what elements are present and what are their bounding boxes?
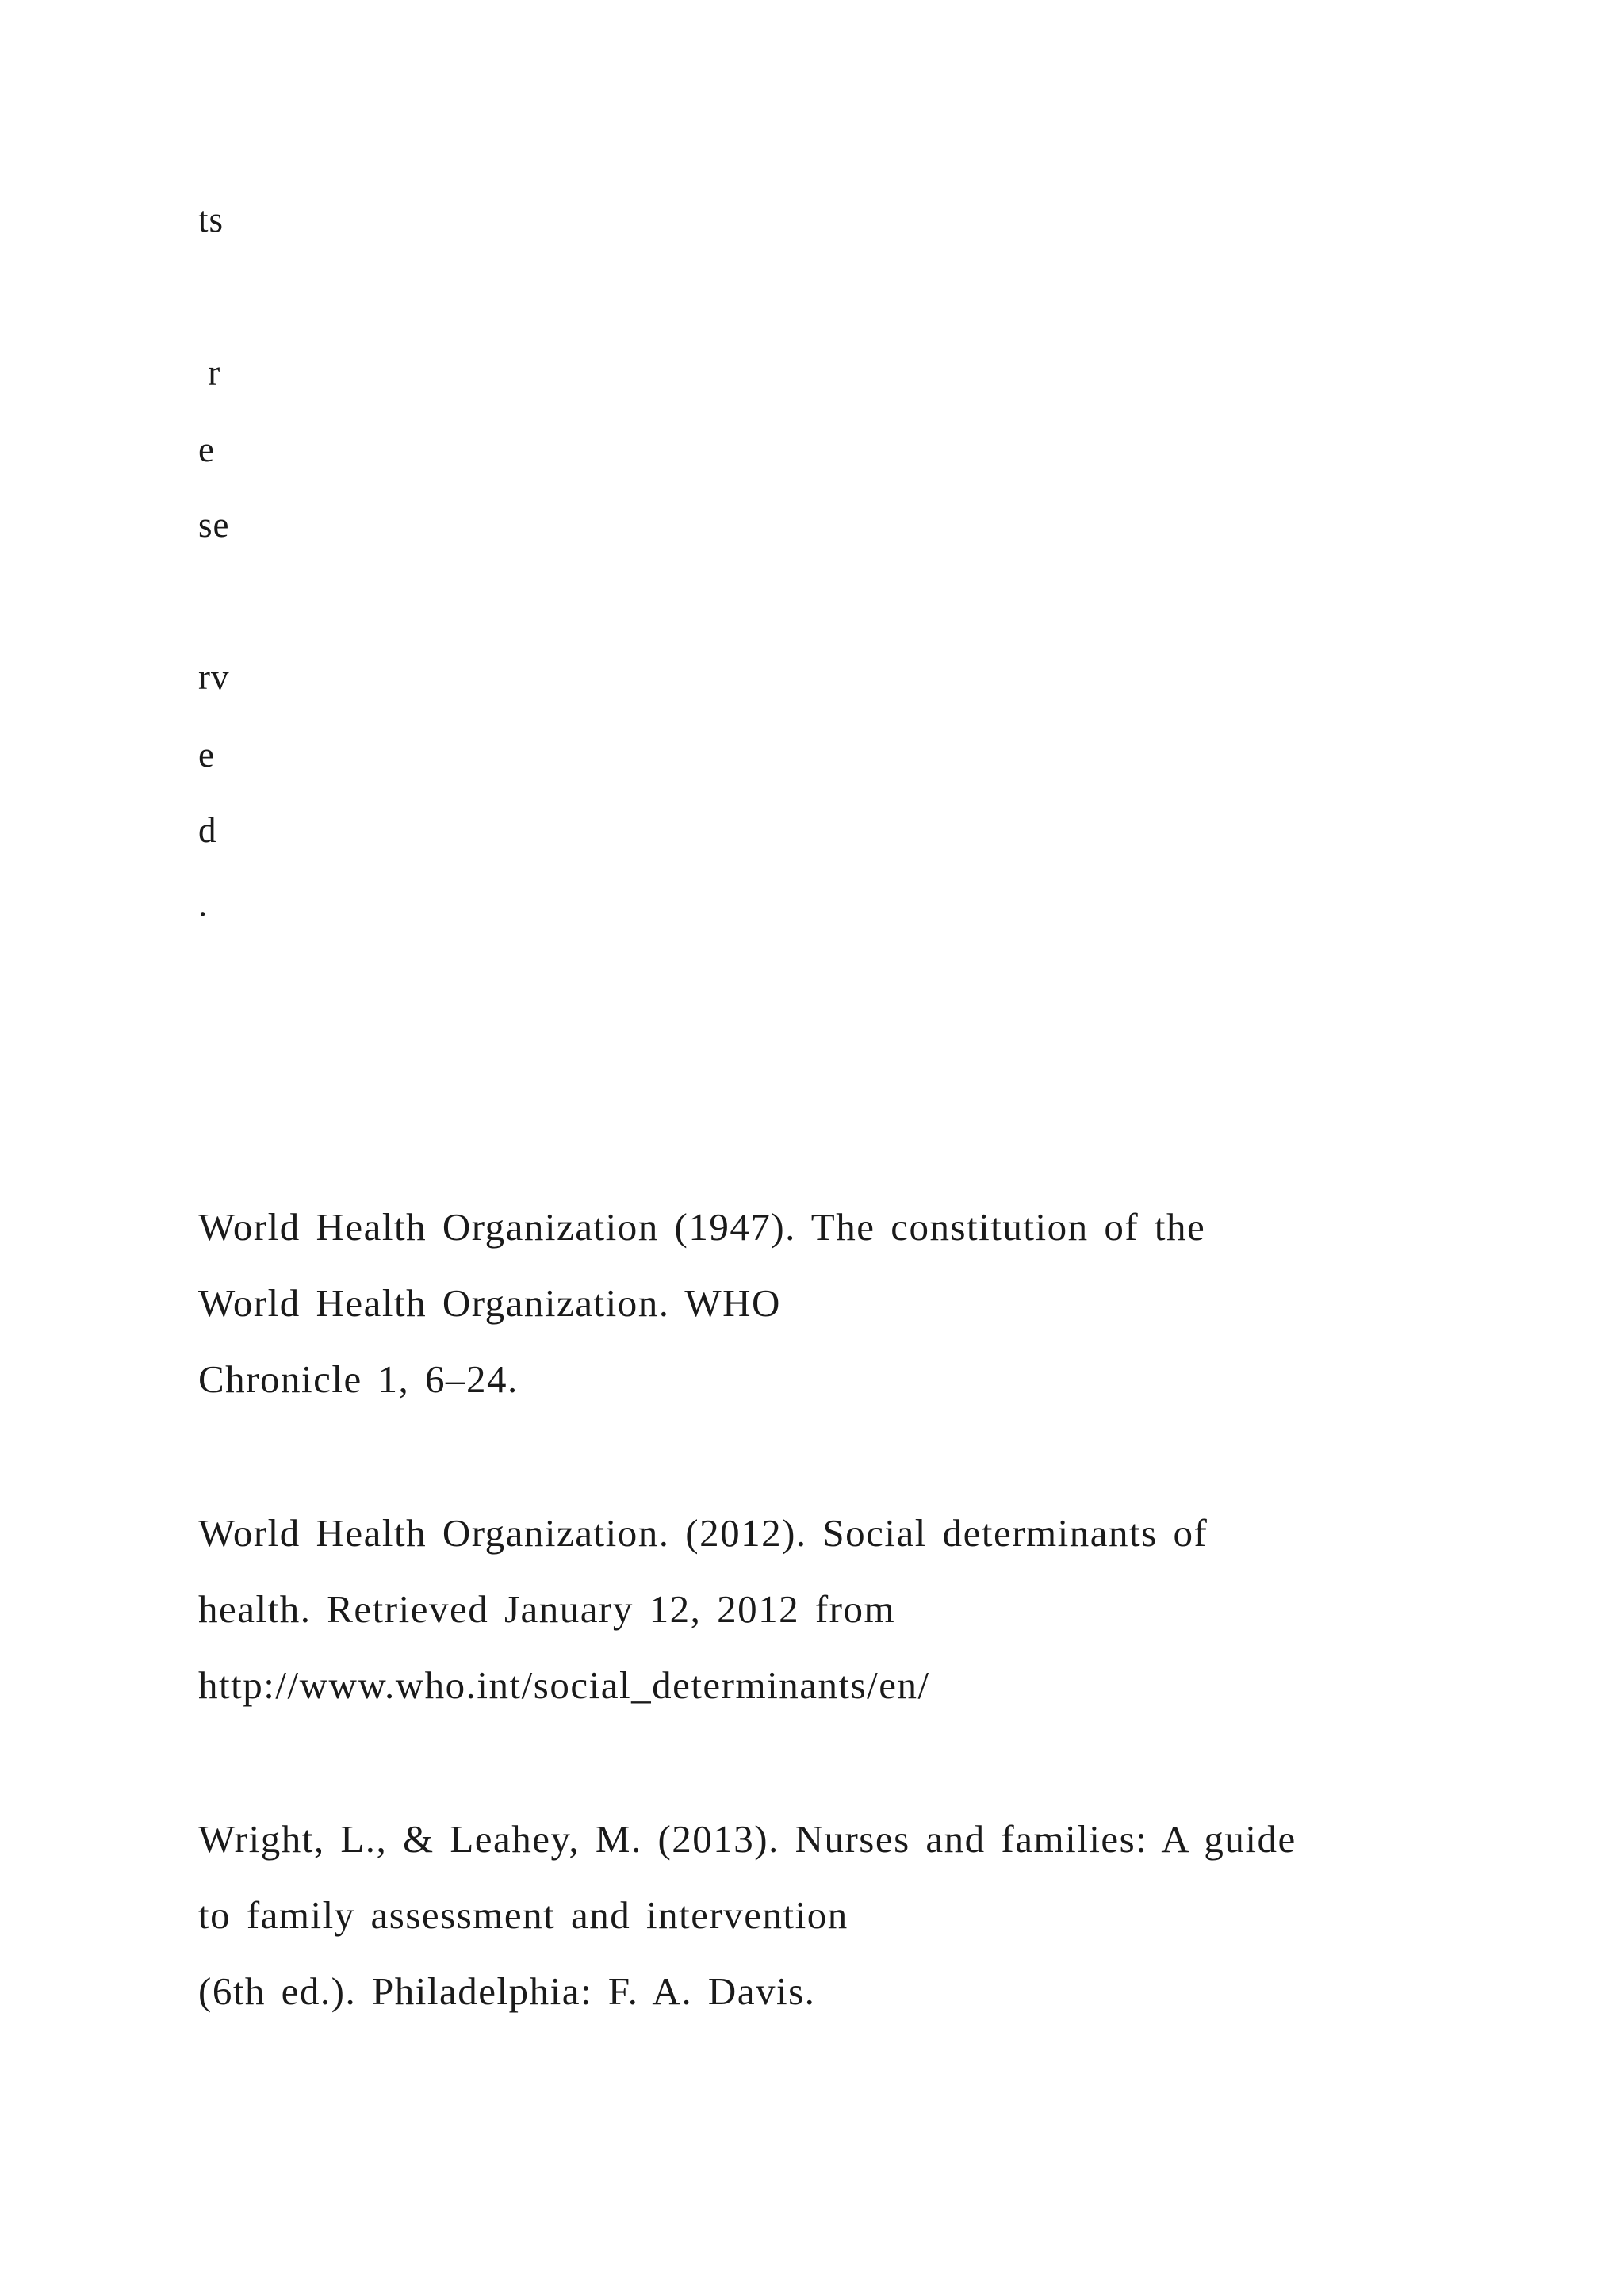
reference-list xyxy=(198,1189,1507,2107)
text-fragment: rv xyxy=(198,657,230,697)
reference-url: http://www.who.int/social_determinants/en/ xyxy=(198,1663,930,1707)
reference-entry xyxy=(198,1495,1507,1724)
text-fragment: ts xyxy=(198,200,224,239)
reference-line: World Health Organization (1947). The constitution of the xyxy=(198,1205,1206,1249)
text-fragment: d xyxy=(198,810,217,850)
reference-line: (6th ed.). Philadelphia: F. A. Davis. xyxy=(198,1969,816,2013)
reference-entry xyxy=(198,1801,1507,2030)
text-fragment: se xyxy=(198,505,230,545)
reference-line: Chronicle 1, 6–24. xyxy=(198,1357,519,1401)
text-fragment: r xyxy=(198,353,221,392)
reference-line: Wright, L., & Leahey, M. (2013). Nurses and families: A guide xyxy=(198,1817,1297,1861)
reference-line: health. Retrieved January 12, 2012 from xyxy=(198,1587,896,1631)
text-fragment: . xyxy=(198,884,209,924)
reference-line: World Health Organization. WHO xyxy=(198,1281,781,1325)
reference-entry xyxy=(198,1189,1507,1418)
text-fragment: e xyxy=(198,735,215,775)
reference-line: to family assessment and intervention xyxy=(198,1893,848,1937)
text-fragment: e xyxy=(198,430,215,469)
reference-line: World Health Organization. (2012). Social determinants of xyxy=(198,1511,1208,1555)
